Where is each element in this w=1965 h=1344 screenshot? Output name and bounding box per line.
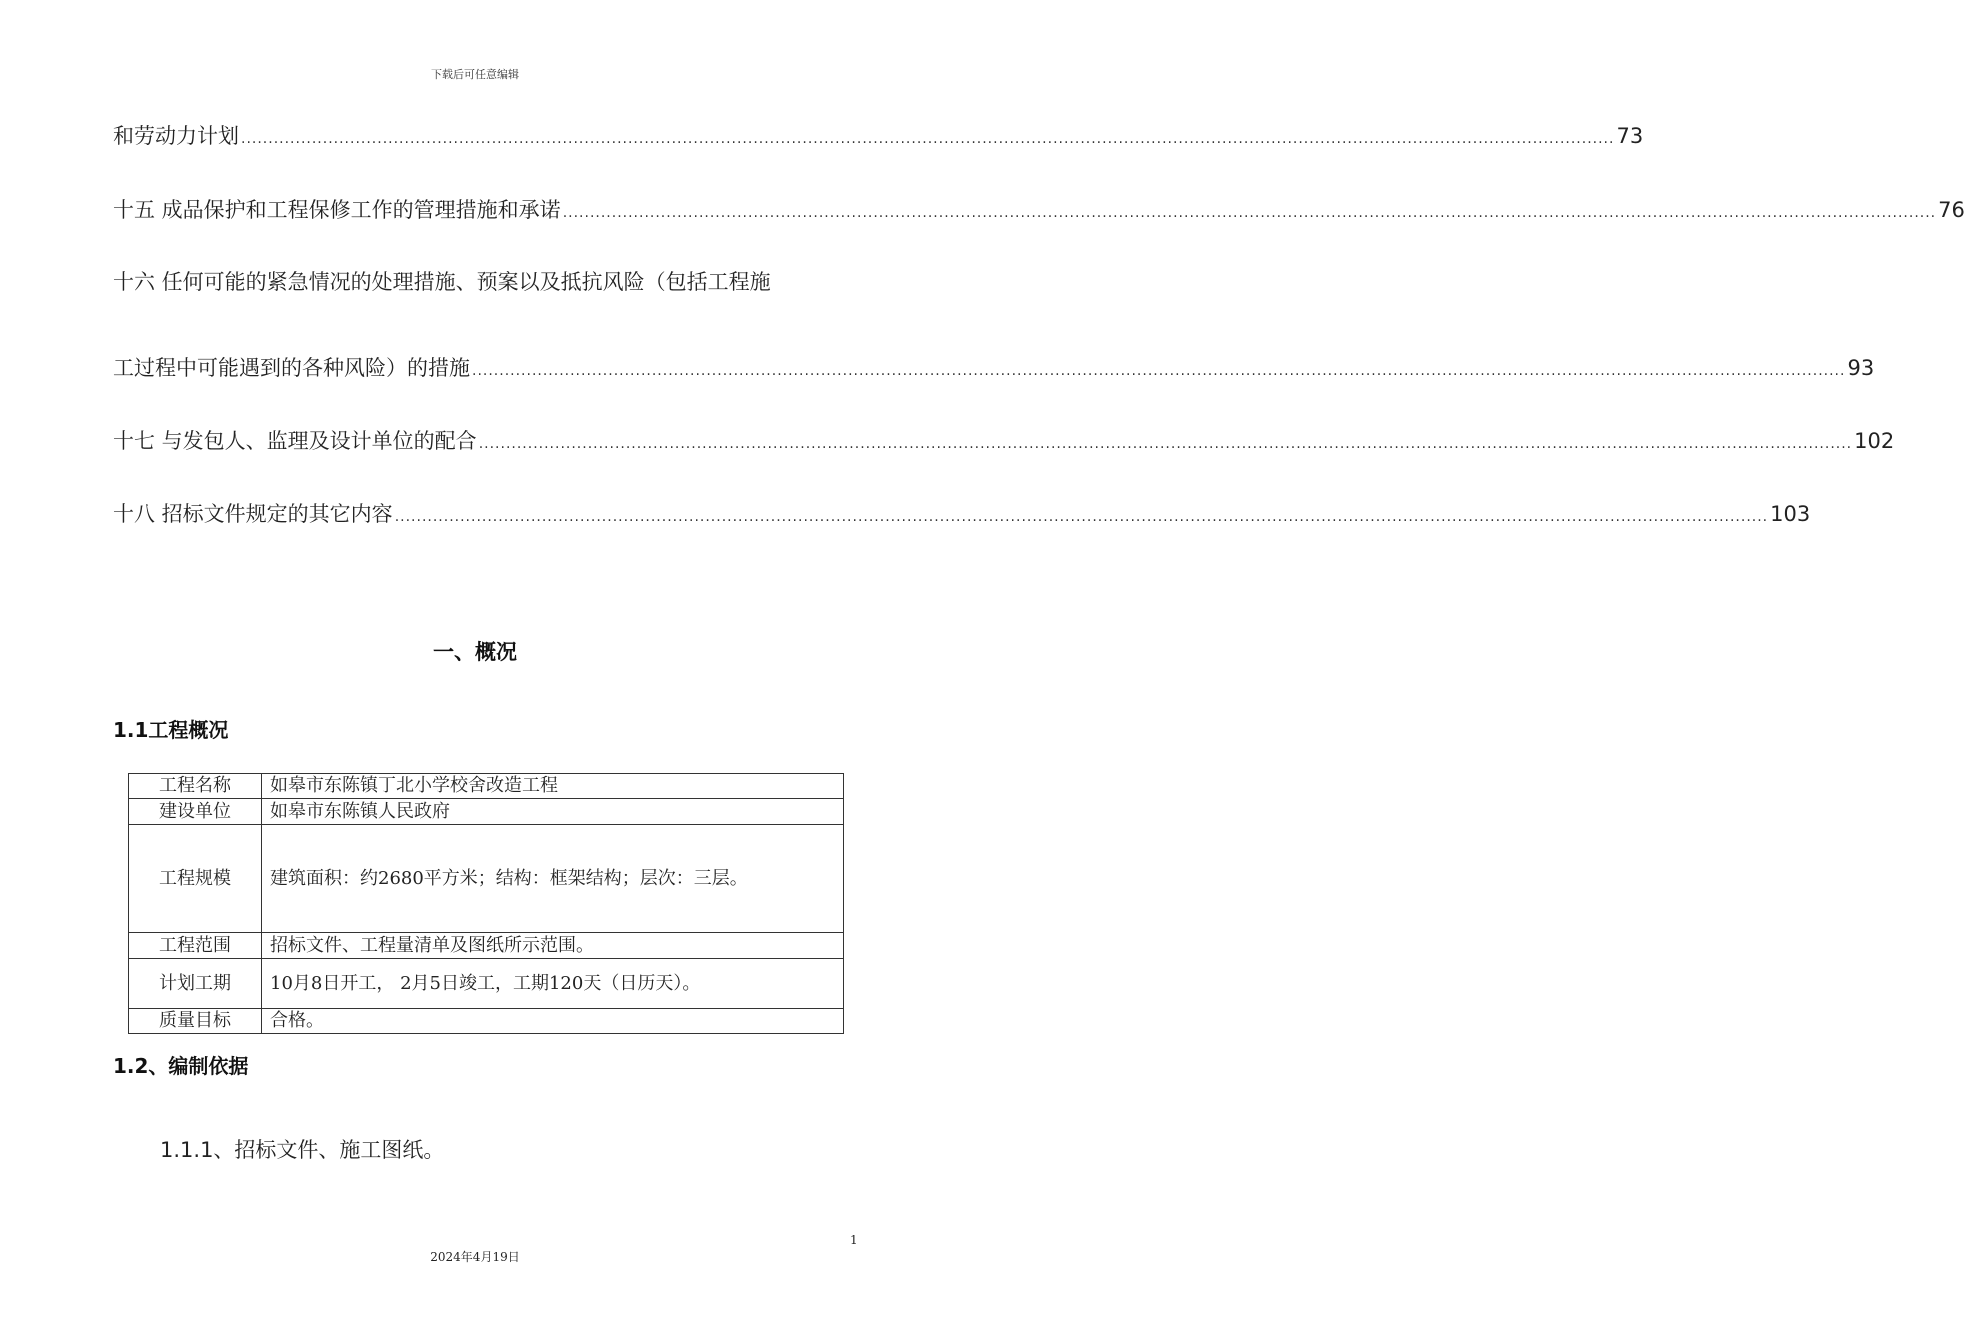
page-header: 下载后可任意编辑: [431, 68, 519, 81]
toc-entry[interactable]: [113, 194, 1965, 224]
table-row: [129, 959, 844, 1009]
toc-entry-title: 和劳动力计划: [113, 124, 239, 148]
section-heading: 1.2、编制依据: [113, 1054, 249, 1078]
table-row: [129, 933, 844, 959]
chapter-title: 一、概况: [433, 640, 517, 664]
page-number: 1: [850, 1233, 858, 1247]
toc-entry-page: 103: [1770, 502, 1811, 526]
toc-leader: ............................................................................................................................................................................................................................................................: [478, 436, 1853, 452]
table-key: 计划工期: [129, 959, 262, 1009]
table-value: 招标文件、工程量清单及图纸所示范围。: [262, 933, 844, 959]
toc-entry-title: 十七 与发包人、监理及设计单位的配合: [113, 429, 477, 453]
toc-entry-page: 93: [1847, 356, 1875, 380]
table-key: 工程范围: [129, 933, 262, 959]
toc-leader: ............................................................................................................................................................................................................................................................: [394, 509, 1769, 525]
toc-entry[interactable]: [113, 498, 1811, 528]
toc-entry-title: 十八 招标文件规定的其它内容: [113, 502, 393, 526]
project-overview-table: [128, 773, 844, 1034]
toc-entry[interactable]: [113, 120, 1644, 150]
table-key: 工程规模: [129, 825, 262, 933]
toc-entry-title: 十六 任何可能的紧急情况的处理措施、预案以及抵抗风险（包括工程施: [113, 270, 771, 294]
page-footer-date: 2024年4月19日: [430, 1250, 520, 1264]
table-row: [129, 799, 844, 825]
table-key: 建设单位: [129, 799, 262, 825]
toc-leader: ............................................................................................................................................................................................................................................................: [241, 131, 1615, 147]
toc-entry-page: 102: [1854, 429, 1895, 453]
toc-entry[interactable]: [113, 425, 1895, 455]
toc-leader: ............................................................................................................................................................................................................................................................: [472, 363, 1846, 379]
table-value: 10月8日开工， 2月5日竣工，工期120天（日历天）。: [262, 959, 844, 1009]
table-value: 如皋市东陈镇人民政府: [262, 799, 844, 825]
toc-entry-wrapped[interactable]: [113, 268, 858, 296]
toc-entry-title: 工过程中可能遇到的各种风险）的措施: [113, 356, 470, 380]
table-row: [129, 825, 844, 933]
table-row: [129, 1009, 844, 1034]
toc-entry[interactable]: [113, 352, 1875, 382]
toc-entry-page: 76: [1938, 198, 1965, 222]
section-heading: 1.1工程概况: [113, 718, 229, 742]
table-row: [129, 774, 844, 799]
table-value: 建筑面积：约2680平方米；结构：框架结构；层次：三层。: [262, 825, 844, 933]
table-value: 合格。: [262, 1009, 844, 1034]
table-key: 工程名称: [129, 774, 262, 799]
subsection-text: 1.1.1、招标文件、施工图纸。: [160, 1138, 445, 1162]
toc-entry-page: 73: [1616, 124, 1644, 148]
table-key: 质量目标: [129, 1009, 262, 1034]
table-value: 如皋市东陈镇丁北小学校舍改造工程: [262, 774, 844, 799]
toc-leader: ............................................................................................................................................................................................................................................................: [562, 205, 1937, 221]
toc-entry-title: 十五 成品保护和工程保修工作的管理措施和承诺: [113, 198, 561, 222]
